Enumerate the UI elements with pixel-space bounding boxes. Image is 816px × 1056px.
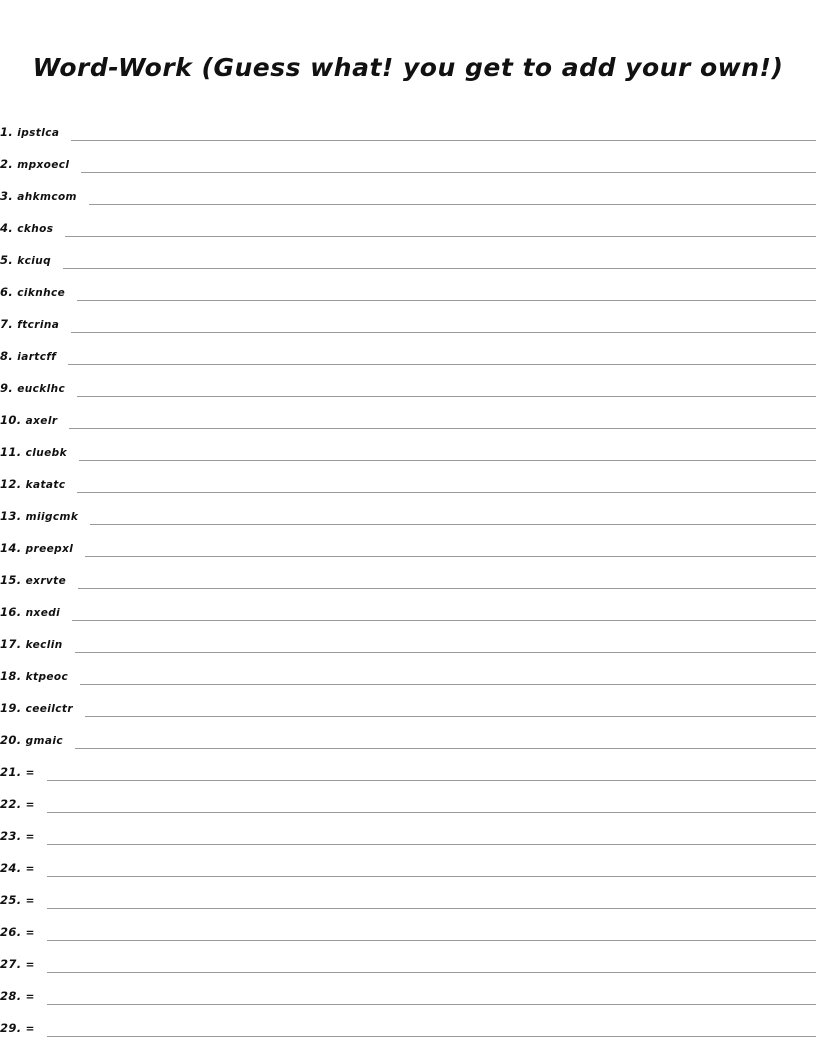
answer-line[interactable] xyxy=(47,812,816,813)
answer-line[interactable] xyxy=(85,556,816,557)
scrambled-word-label xyxy=(0,413,69,430)
item-number: 16. xyxy=(0,605,22,619)
item-number: 22. xyxy=(0,797,22,811)
scrambled-word-label xyxy=(0,381,77,398)
scrambled-word-label xyxy=(0,157,81,174)
list-item xyxy=(0,110,816,142)
scrambled-word-label xyxy=(0,829,47,846)
list-item xyxy=(0,366,816,398)
list-item xyxy=(0,846,816,878)
answer-line[interactable] xyxy=(77,300,816,301)
scrambled-word: ftcrina xyxy=(17,319,60,331)
item-number: 4. xyxy=(0,221,14,235)
item-number: 28. xyxy=(0,989,22,1003)
scrambled-word-label xyxy=(0,669,80,686)
answer-line[interactable] xyxy=(47,1036,816,1037)
list-item xyxy=(0,206,816,238)
scrambled-word: = xyxy=(25,863,35,875)
item-number: 20. xyxy=(0,733,22,747)
answer-line[interactable] xyxy=(63,268,816,269)
scrambled-word-label xyxy=(0,541,85,558)
answer-line[interactable] xyxy=(47,876,816,877)
scrambled-word: ipstlca xyxy=(17,127,60,139)
item-number: 8. xyxy=(0,349,14,363)
list-item xyxy=(0,590,816,622)
item-number: 6. xyxy=(0,285,14,299)
scrambled-word-label xyxy=(0,125,71,142)
scrambled-word: nxedi xyxy=(25,607,61,619)
list-item xyxy=(0,686,816,718)
scrambled-word-label xyxy=(0,445,79,462)
item-number: 29. xyxy=(0,1021,22,1035)
answer-line[interactable] xyxy=(89,204,816,205)
list-item xyxy=(0,398,816,430)
scrambled-word-label xyxy=(0,989,47,1006)
scrambled-word: = xyxy=(25,1023,35,1035)
scrambled-word: = xyxy=(25,799,35,811)
scrambled-word-label xyxy=(0,1021,47,1038)
scrambled-word: ktpeoc xyxy=(25,671,69,683)
scrambled-word-label xyxy=(0,701,85,718)
scrambled-word-label xyxy=(0,925,47,942)
item-number: 3. xyxy=(0,189,14,203)
item-number: 9. xyxy=(0,381,14,395)
item-number: 10. xyxy=(0,413,22,427)
scrambled-word: ciknhce xyxy=(17,287,66,299)
answer-line[interactable] xyxy=(47,844,816,845)
scrambled-word-label xyxy=(0,893,47,910)
item-number: 24. xyxy=(0,861,22,875)
item-number: 14. xyxy=(0,541,22,555)
scrambled-word-label xyxy=(0,797,47,814)
list-item xyxy=(0,910,816,942)
scrambled-word-label xyxy=(0,253,63,270)
scrambled-word-label xyxy=(0,861,47,878)
list-item xyxy=(0,942,816,974)
item-number: 17. xyxy=(0,637,22,651)
scrambled-word: = xyxy=(25,831,35,843)
list-item xyxy=(0,462,816,494)
answer-line[interactable] xyxy=(47,780,816,781)
list-item xyxy=(0,878,816,910)
item-number: 19. xyxy=(0,701,22,715)
item-number: 25. xyxy=(0,893,22,907)
item-number: 18. xyxy=(0,669,22,683)
scrambled-word: = xyxy=(25,991,35,1003)
item-number: 21. xyxy=(0,765,22,779)
list-item xyxy=(0,334,816,366)
list-item xyxy=(0,494,816,526)
item-number: 13. xyxy=(0,509,22,523)
scrambled-word: = xyxy=(25,927,35,939)
list-item xyxy=(0,174,816,206)
list-item xyxy=(0,238,816,270)
scrambled-word: gmaic xyxy=(25,735,64,747)
scrambled-word-label xyxy=(0,765,47,782)
answer-line[interactable] xyxy=(78,588,816,589)
scrambled-word-label xyxy=(0,349,68,366)
answer-line[interactable] xyxy=(79,460,816,461)
scrambled-word: mpxoecl xyxy=(17,159,70,171)
scrambled-word: = xyxy=(25,767,35,779)
scrambled-word: preepxl xyxy=(25,543,74,555)
item-number: 15. xyxy=(0,573,22,587)
answer-line[interactable] xyxy=(75,748,816,749)
scrambled-word: miigcmk xyxy=(25,511,79,523)
scrambled-word-label xyxy=(0,189,89,206)
answer-line[interactable] xyxy=(75,652,816,653)
list-item xyxy=(0,558,816,590)
answer-line[interactable] xyxy=(80,684,816,685)
scrambled-word-label xyxy=(0,573,78,590)
item-number: 23. xyxy=(0,829,22,843)
answer-line[interactable] xyxy=(47,1004,816,1005)
list-item xyxy=(0,974,816,1006)
scrambled-word-label xyxy=(0,509,90,526)
scrambled-word: katatc xyxy=(25,479,66,491)
answer-line[interactable] xyxy=(72,620,816,621)
answer-line[interactable] xyxy=(85,716,816,717)
answer-line[interactable] xyxy=(71,332,816,333)
scrambled-word-label xyxy=(0,477,77,494)
answer-line[interactable] xyxy=(77,492,816,493)
item-number: 1. xyxy=(0,125,14,139)
list-item xyxy=(0,750,816,782)
word-list xyxy=(0,110,816,1038)
scrambled-word: axelr xyxy=(25,415,58,427)
list-item xyxy=(0,814,816,846)
item-number: 7. xyxy=(0,317,14,331)
scrambled-word: cluebk xyxy=(25,447,67,459)
list-item xyxy=(0,782,816,814)
list-item xyxy=(0,1006,816,1038)
scrambled-word: = xyxy=(25,895,35,907)
list-item xyxy=(0,302,816,334)
list-item xyxy=(0,430,816,462)
item-number: 27. xyxy=(0,957,22,971)
list-item xyxy=(0,270,816,302)
item-number: 26. xyxy=(0,925,22,939)
answer-line[interactable] xyxy=(69,428,816,429)
scrambled-word: ahkmcom xyxy=(17,191,77,203)
answer-line[interactable] xyxy=(65,236,816,237)
answer-line[interactable] xyxy=(47,972,816,973)
scrambled-word-label xyxy=(0,317,71,334)
scrambled-word-label xyxy=(0,605,72,622)
list-item xyxy=(0,142,816,174)
scrambled-word-label xyxy=(0,957,47,974)
item-number: 5. xyxy=(0,253,14,267)
item-number: 2. xyxy=(0,157,14,171)
list-item xyxy=(0,718,816,750)
scrambled-word: eucklhc xyxy=(17,383,66,395)
answer-line[interactable] xyxy=(68,364,816,365)
page-title: Word-Work (Guess what! you get to add your own!) xyxy=(32,53,784,82)
scrambled-word-label xyxy=(0,733,75,750)
scrambled-word: ckhos xyxy=(17,223,54,235)
scrambled-word: ceeilctr xyxy=(25,703,73,715)
scrambled-word: iartcff xyxy=(17,351,57,363)
scrambled-word: = xyxy=(25,959,35,971)
item-number: 12. xyxy=(0,477,22,491)
answer-line[interactable] xyxy=(90,524,816,525)
list-item xyxy=(0,654,816,686)
scrambled-word-label xyxy=(0,221,65,238)
answer-line[interactable] xyxy=(81,172,816,173)
scrambled-word: kciuq xyxy=(17,255,52,267)
answer-line[interactable] xyxy=(47,940,816,941)
list-item xyxy=(0,622,816,654)
scrambled-word-label xyxy=(0,285,77,302)
scrambled-word: keclin xyxy=(25,639,63,651)
answer-line[interactable] xyxy=(71,140,816,141)
answer-line[interactable] xyxy=(77,396,816,397)
scrambled-word: exrvte xyxy=(25,575,67,587)
answer-line[interactable] xyxy=(47,908,816,909)
item-number: 11. xyxy=(0,445,22,459)
scrambled-word-label xyxy=(0,637,75,654)
list-item xyxy=(0,526,816,558)
